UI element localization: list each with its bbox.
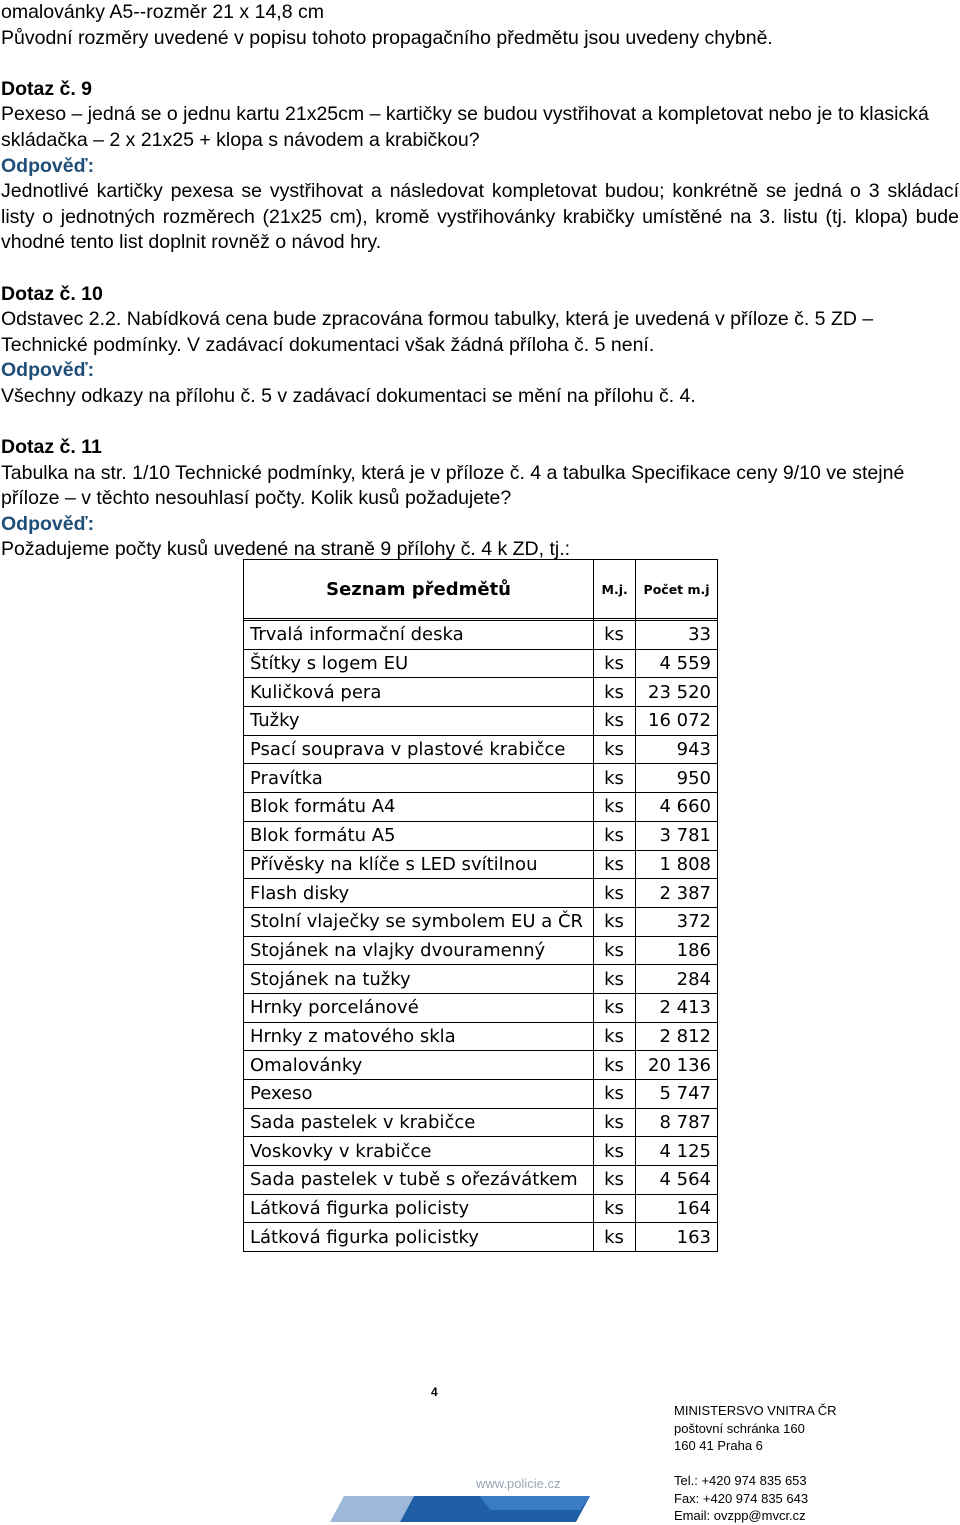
item-name: Látková figurka policistky (244, 1223, 594, 1252)
item-name: Pexeso (244, 1080, 594, 1109)
item-name: Omalovánky (244, 1051, 594, 1080)
item-count: 2 812 (636, 1022, 718, 1051)
item-count: 164 (636, 1194, 718, 1223)
item-count: 163 (636, 1223, 718, 1252)
item-unit: ks (594, 821, 636, 850)
email: Email: ovzpp@mvcr.cz (674, 1508, 806, 1523)
table-row (244, 821, 718, 850)
header-count: Počet m.j (636, 560, 718, 619)
item-unit: ks (594, 936, 636, 965)
item-unit: ks (594, 793, 636, 822)
item-count: 186 (636, 936, 718, 965)
item-unit: ks (594, 649, 636, 678)
item-name: Hrnky porcelánové (244, 993, 594, 1022)
table-row (244, 936, 718, 965)
item-unit: ks (594, 850, 636, 879)
item-name: Voskovky v krabičce (244, 1137, 594, 1166)
table-row (244, 1108, 718, 1137)
item-count: 3 781 (636, 821, 718, 850)
item-unit: ks (594, 965, 636, 994)
table-header-row (244, 560, 718, 619)
table-row (244, 707, 718, 736)
table-body (244, 619, 718, 1252)
item-name: Sada pastelek v krabičce (244, 1108, 594, 1137)
item-count: 5 747 (636, 1080, 718, 1109)
item-count: 943 (636, 735, 718, 764)
item-name: Flash disky (244, 879, 594, 908)
fax: Fax: +420 974 835 643 (674, 1490, 809, 1506)
item-unit: ks (594, 1223, 636, 1252)
item-name: Trvalá informační deska (244, 621, 594, 650)
item-name: Štítky s logem EU (244, 649, 594, 678)
table-row (244, 850, 718, 879)
item-unit: ks (594, 907, 636, 936)
item-count: 2 387 (636, 879, 718, 908)
item-name: Látková figurka policisty (244, 1194, 594, 1223)
item-name: Kuličková pera (244, 678, 594, 707)
table-row (244, 1166, 718, 1195)
item-unit: ks (594, 1166, 636, 1195)
website-watermark: www.policie.cz (476, 1476, 561, 1491)
table-row (244, 1223, 718, 1252)
item-unit: ks (594, 1108, 636, 1137)
item-unit: ks (594, 621, 636, 650)
item-name: Sada pastelek v tubě s ořezávátkem (244, 1166, 594, 1195)
paragraph: Původní rozměry uvedené v popisu tohoto propagačního předmětu jsou uvedeny chybně. (1, 26, 773, 49)
item-count: 1 808 (636, 850, 718, 879)
city: 160 41 Praha 6 (674, 1438, 763, 1453)
item-unit: ks (594, 764, 636, 793)
question-label: Dotaz č. 9 (1, 77, 93, 100)
item-unit: ks (594, 707, 636, 736)
item-unit: ks (594, 735, 636, 764)
table-row (244, 1051, 718, 1080)
item-count: 16 072 (636, 707, 718, 736)
item-name: Tužky (244, 707, 594, 736)
item-name: Blok formátu A5 (244, 821, 594, 850)
item-unit: ks (594, 879, 636, 908)
item-count: 4 559 (636, 649, 718, 678)
page-number: 4 (431, 1385, 438, 1399)
question-label: Dotaz č. 11 (1, 436, 102, 459)
table-row (244, 764, 718, 793)
item-count: 372 (636, 907, 718, 936)
table-row (244, 678, 718, 707)
item-count: 2 413 (636, 993, 718, 1022)
item-unit: ks (594, 1137, 636, 1166)
item-count: 8 787 (636, 1108, 718, 1137)
table-row (244, 735, 718, 764)
items-table (243, 559, 718, 1252)
header-name: Seznam předmětů (244, 560, 594, 619)
item-count: 284 (636, 965, 718, 994)
item-unit: ks (594, 1022, 636, 1051)
contact-block (674, 1402, 837, 1525)
answer-text: Požadujeme počty kusů uvedené na straně 9 přílohy č. 4 k ZD, tj.: (1, 538, 571, 561)
question-text: Pexeso – jedná se o jednu kartu 21x25cm – kartičky se budou vystřihovat a kompletovat nebo je to klasická skládačka – 2 x 21x25 + klopa s návodem a krabičkou? (1, 103, 929, 151)
table-row (244, 1194, 718, 1223)
item-count: 20 136 (636, 1051, 718, 1080)
footer-stripe-graphic (330, 1496, 590, 1522)
table-row (244, 793, 718, 822)
question-label: Dotaz č. 10 (1, 282, 103, 305)
item-name: Stojánek na vlajky dvouramenný (244, 936, 594, 965)
document-body (1, 0, 959, 563)
answer-label: Odpověď: (1, 512, 95, 535)
item-name: Hrnky z matového skla (244, 1022, 594, 1051)
item-name: Psací souprava v plastové krabičce (244, 735, 594, 764)
item-count: 4 125 (636, 1137, 718, 1166)
table-row (244, 1022, 718, 1051)
table-row (244, 649, 718, 678)
answer-text: Všechny odkazy na přílohu č. 5 v zadávací dokumentaci se mění na přílohu č. 4. (1, 384, 696, 407)
item-unit: ks (594, 1051, 636, 1080)
po-box: poštovní schránka 160 (674, 1420, 805, 1436)
paragraph: omalovánky A5--rozměr 21 x 14,8 cm (1, 1, 324, 23)
table-row (244, 907, 718, 936)
item-count: 33 (636, 621, 718, 650)
answer-text: Jednotlivé kartičky pexesa se vystřihovat a následovat kompletovat budou; konkrétně se jedná o 3 skládací listy o jednotných rozměrech (21x25 cm), kromě vystřihovánky krabičky umístěné na 3. listu (tj. klopa) bude vhodné tento list doplnit rovněž o návod hry. (1, 180, 959, 254)
phone: Tel.: +420 974 835 653 (674, 1473, 807, 1488)
item-unit: ks (594, 993, 636, 1022)
table-row (244, 621, 718, 650)
item-name: Blok formátu A4 (244, 793, 594, 822)
table-row (244, 993, 718, 1022)
table-row (244, 965, 718, 994)
item-count: 23 520 (636, 678, 718, 707)
item-name: Pravítka (244, 764, 594, 793)
header-unit: M.j. (594, 560, 636, 619)
item-unit: ks (594, 1080, 636, 1109)
table-row (244, 1137, 718, 1166)
question-text: Odstavec 2.2. Nabídková cena bude zpracována formou tabulky, která je uvedená v příloze č. 5 ZD – Technické podmínky. V zadávací dokumentaci však žádná příloha č. 5 není. (1, 308, 874, 356)
table-row (244, 1080, 718, 1109)
item-count: 4 564 (636, 1166, 718, 1195)
item-name: Přívěsky na klíče s LED svítilnou (244, 850, 594, 879)
answer-label: Odpověď: (1, 359, 95, 382)
item-unit: ks (594, 678, 636, 707)
item-name: Stolní vlaječky se symbolem EU a ČR (244, 907, 594, 936)
answer-label: Odpověď: (1, 154, 95, 177)
table-row (244, 879, 718, 908)
item-name: Stojánek na tužky (244, 965, 594, 994)
org-name: MINISTERSVO VNITRA ČR (674, 1403, 837, 1418)
question-text: Tabulka na str. 1/10 Technické podmínky, která je v příloze č. 4 a tabulka Specifikace ceny 9/10 ve stejné příloze – v těchto nesouhlasí počty. Kolik kusů požadujete? (1, 461, 905, 510)
item-count: 950 (636, 764, 718, 793)
item-count: 4 660 (636, 793, 718, 822)
item-unit: ks (594, 1194, 636, 1223)
